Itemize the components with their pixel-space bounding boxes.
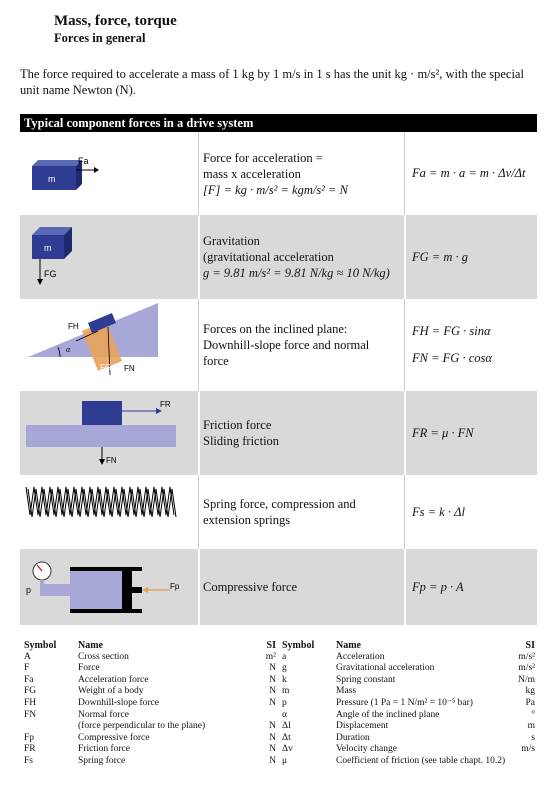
spring-illustration [20, 475, 198, 549]
row-description: Compressive force [203, 580, 298, 594]
row-formula: Fa = m · a = m · Δv/Δt [412, 166, 526, 180]
acceleration-illustration [20, 132, 198, 215]
legend-left-si: SI m² N N N N N N N N [265, 640, 276, 766]
row-formula: Fp = p · A [412, 579, 464, 594]
fh-label: FH [68, 322, 79, 331]
table-row [20, 475, 537, 549]
friction-illustration [20, 391, 198, 475]
cylinder-illustration [20, 549, 198, 625]
row-formula: FG = m · g [412, 249, 468, 264]
legend-left-symbols: Symbol A F Fa FG FH FN Fp FR Fs [24, 640, 57, 766]
row-formula: Fs = k · Δl [412, 504, 465, 519]
fr-label: FR [160, 400, 171, 409]
fg-label: FG [100, 363, 112, 372]
legend-right-si: SI m/s² m/s² N/m kg Pa ° m s m/s [518, 640, 535, 755]
table-row [20, 132, 537, 215]
mass-label: m [44, 243, 52, 253]
fn-label: FN [124, 364, 135, 373]
row-formula: FH = FG · sinα FN = FG · cosα [412, 324, 492, 365]
inclined-plane-illustration [20, 299, 198, 391]
row-description: Gravitation (gravitational acceleration g = 9.81 m/s² = 9.81 N/kg ≈ 10 N/kg) [203, 234, 390, 280]
force-label: FG [44, 269, 57, 279]
p-label: p [26, 585, 32, 595]
force-label: Fa [78, 156, 89, 166]
alpha-label: α [66, 345, 71, 354]
row-description: Forces on the inclined plane: Downhill-slope force and normal force [203, 322, 370, 368]
legend-right-symbols: Symbol a g k m p α Δl Δt Δv μ [282, 640, 315, 766]
row-description: Force for acceleration = mass x acceleration [F] = kg · m/s² = kgm/s² = N [203, 150, 348, 197]
table-row [20, 391, 537, 475]
row-description: Friction force Sliding friction [203, 418, 280, 448]
intro-text: The force required to accelerate a mass of 1 kg by 1 m/s in 1 s has the unit kg · m/s², with the special unit name Newton (N). [20, 67, 524, 97]
fp-label: Fp [170, 582, 180, 591]
row-formula: FR = μ · FN [412, 425, 474, 440]
table-row [20, 299, 537, 391]
row-description: Spring force, compression and extension springs [203, 497, 356, 527]
page-title: Mass, force, torque [54, 13, 177, 29]
table-row [20, 549, 537, 625]
fn-label: FN [106, 456, 117, 465]
legend-left-names: Name Cross section Force Acceleration force Weight of a body Downhill-slope force Normal force (force perpendicular to the plane) Compressive force Friction force Spring force [78, 640, 206, 766]
mass-label: m [48, 174, 56, 184]
page-subtitle: Forces in general [54, 31, 146, 45]
legend-right-names: Name Acceleration Gravitational acceleration Spring constant Mass Pressure (1 Pa = 1 N/m² = 10⁻⁵ bar) Angle of the inclined plane Displacement Duration Velocity change Coefficient of friction (see table chapt. 10.2) [336, 640, 506, 766]
table-title: Typical component forces in a drive system [20, 114, 537, 132]
gravitation-illustration [20, 215, 198, 299]
table-row [20, 215, 537, 299]
